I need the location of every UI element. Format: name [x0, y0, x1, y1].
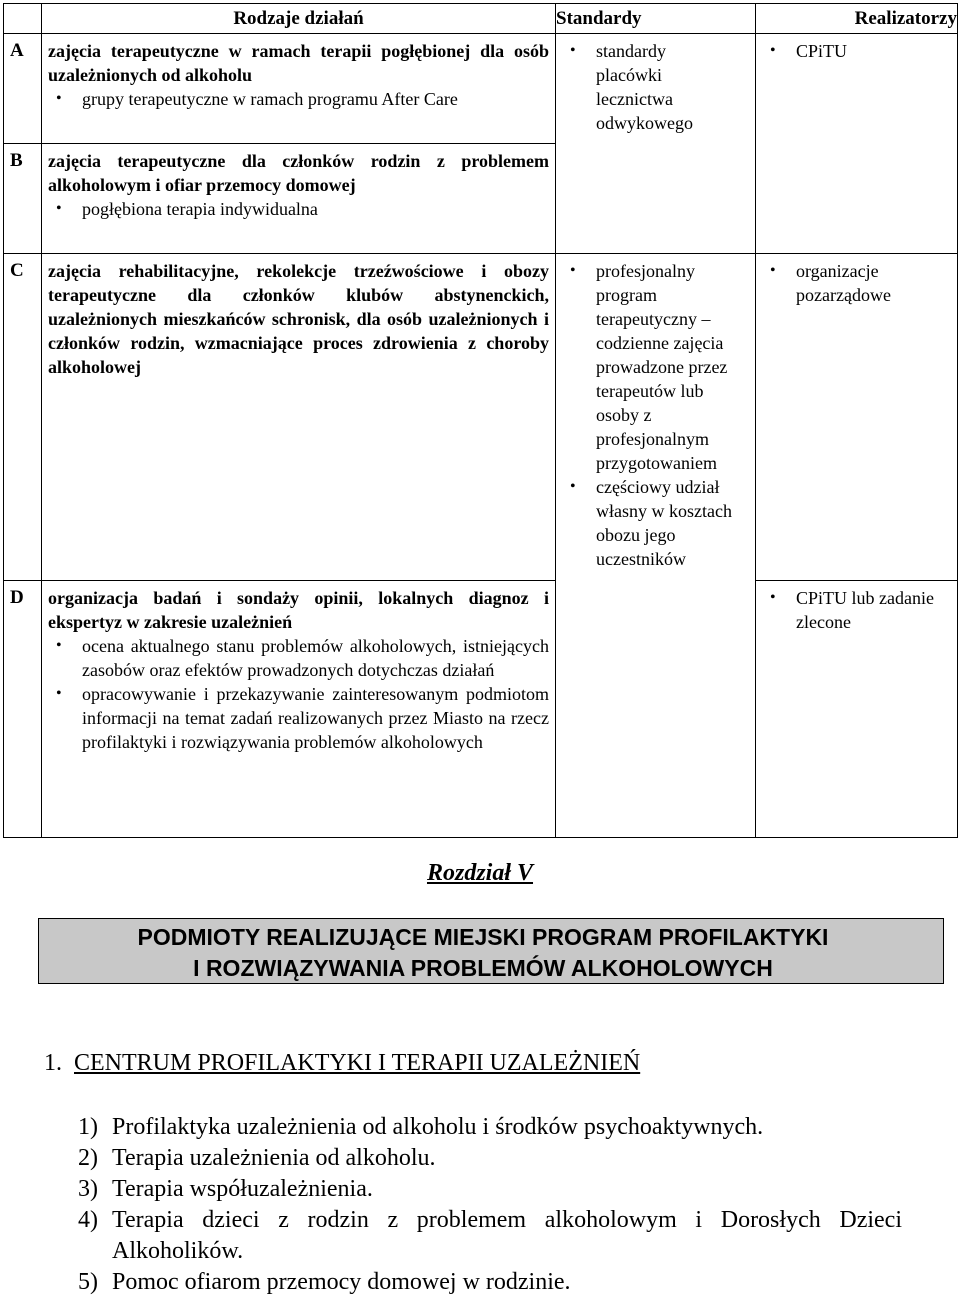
- row-standards: [556, 254, 756, 838]
- row-letter: D: [4, 581, 42, 838]
- list-item: 1) Profilaktyka uzależnienia od alkoholu i środków psychoaktywnych.: [78, 1114, 764, 1140]
- list-item: 5) Pomoc ofiarom przemocy domowej w rodzinie.: [78, 1269, 571, 1295]
- row-letter: A: [4, 34, 42, 144]
- header-letter: [4, 4, 42, 34]
- list-item: 2) Terapia uzależnienia od alkoholu.: [78, 1145, 436, 1171]
- activity-bullets: [48, 87, 549, 111]
- section-heading-line2: I ROZWIĄZYWANIA PROBLEMÓW ALKOHOLOWYCH: [193, 955, 773, 981]
- program-table: [3, 3, 958, 838]
- row-activity: [42, 254, 556, 581]
- activity-title: zajęcia terapeutyczne w ramach terapii pogłębionej dla osób uzależnionych od alkoholu: [48, 41, 549, 85]
- activity-title: zajęcia rehabilitacyjne, rekolekcje trzeźwościowe i obozy terapeutyczne dla członków klubów abstynenckich, uzależnionych mieszkańców schronisk, dla osób uzależnionych i członków rodzin, wzmacniające proces zdrowienia z choroby alkoholowej: [48, 261, 549, 377]
- list-item: • profesjonalny program terapeutyczny – codzienne zajęcia prowadzone przez terapeutów lub osoby z profesjonalnym przygotowaniem: [562, 259, 751, 475]
- table-header-row: [4, 4, 958, 34]
- center-number: 1.: [44, 1050, 62, 1076]
- section-heading-line1: PODMIOTY REALIZUJĄCE MIEJSKI PROGRAM PROFILAKTYKI: [137, 924, 829, 950]
- chapter-title: Rozdział V: [426, 860, 534, 886]
- activity-title: organizacja badań i sondaży opinii, lokalnych diagnoz i ekspertyz w zakresie uzależnień: [48, 588, 549, 632]
- header-realizatorzy: Realizatorzy: [756, 4, 958, 34]
- row-standards: [556, 34, 756, 254]
- list-item: • opracowywanie i przekazywanie zainteresowanym podmiotom informacji na temat zadań realizowanych przez Miasto na rzecz profilaktyki i rozwiązywania problemów alkoholowych: [48, 682, 549, 754]
- list-item: • pogłębiona terapia indywidualna: [48, 197, 549, 221]
- list-item: • CPiTU: [762, 39, 953, 63]
- row-letter: B: [4, 144, 42, 254]
- center-task-list: [78, 1112, 902, 1298]
- list-item: • grupy terapeutyczne w ramach programu After Care: [48, 87, 549, 111]
- row-letter: C: [4, 254, 42, 581]
- row-executors: [756, 34, 958, 254]
- table-row: [4, 254, 958, 581]
- row-activity: [42, 34, 556, 144]
- center-name: CENTRUM PROFILAKTYKI I TERAPII UZALEŻNIEŃ: [74, 1050, 641, 1076]
- section-heading: [38, 918, 944, 984]
- row-executors: [756, 254, 958, 581]
- activity-title: zajęcia terapeutyczne dla członków rodzin z problemem alkoholowym i ofiar przemocy domowej: [48, 151, 549, 195]
- list-item: • organizacje pozarządowe: [762, 259, 953, 307]
- list-item: 3) Terapia współuzależnienia.: [78, 1176, 373, 1202]
- list-item: • standardy placówki lecznictwa odwykowego: [562, 39, 751, 135]
- row-activity: [42, 144, 556, 254]
- row-executors: [756, 581, 958, 838]
- list-item: • CPiTU lub zadanie zlecone: [762, 586, 953, 634]
- list-item: 4) Terapia dzieci z rodzin z problemem alkoholowym i Dorosłych Dzieci Alkoholików.: [78, 1207, 902, 1264]
- center-heading: [44, 1050, 640, 1077]
- row-activity: [42, 581, 556, 838]
- header-standardy: Standardy: [556, 4, 756, 34]
- header-dzialania: Rodzaje działań: [42, 4, 556, 34]
- list-item: • ocena aktualnego stanu problemów alkoholowych, istniejących zasobów oraz efektów prowadzonych dotychczas działań: [48, 634, 549, 682]
- list-item: • częściowy udział własny w kosztach obozu jego uczestników: [562, 475, 751, 571]
- table-row: [4, 581, 958, 838]
- table-row: [4, 34, 958, 144]
